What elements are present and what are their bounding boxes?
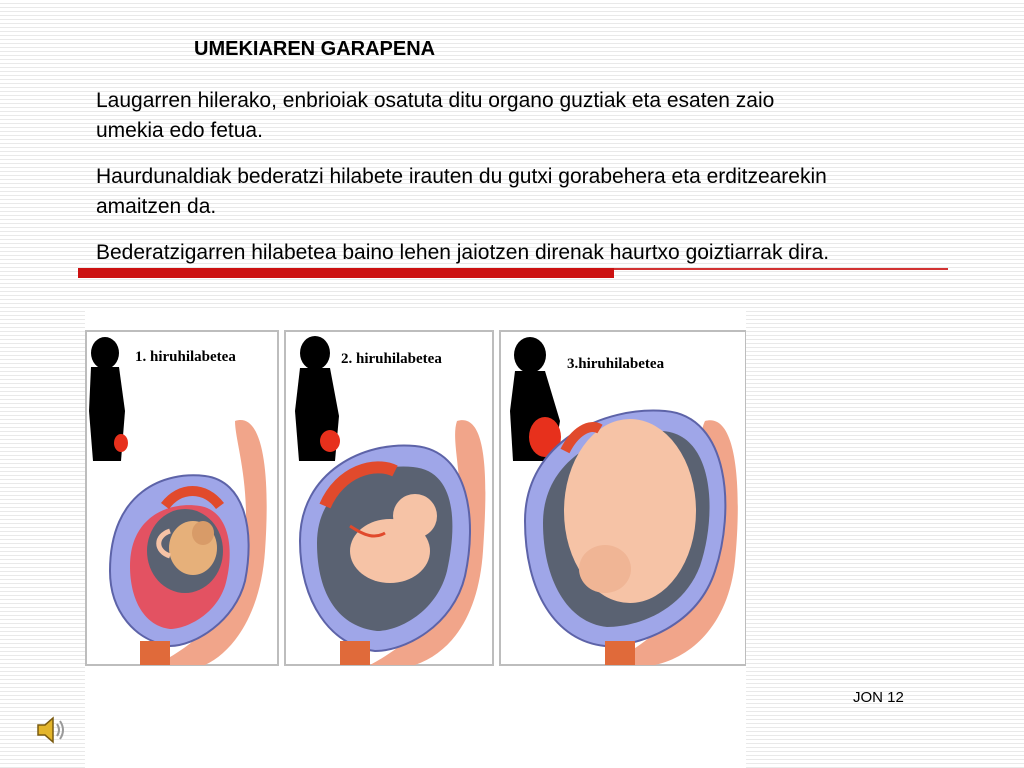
slide-title: UMEKIAREN GARAPENA	[194, 38, 436, 60]
panel-1-label: 1. hiruhilabetea	[135, 349, 236, 365]
footer-label: JON 12	[853, 689, 904, 706]
paragraph-2: Haurdunaldiak bederatzi hilabete irauten du gutxi gorabehera eta erditzearekin amaitzen da.	[96, 165, 827, 218]
paragraph-1: Laugarren hilerako, enbrioiak osatuta ditu organo guztiak eta esaten zaio umekia edo fetua.	[96, 89, 775, 142]
red-divider-thin	[614, 268, 948, 270]
trimester-panel-2	[285, 331, 493, 665]
panel-2-label: 2. hiruhilabetea	[341, 351, 442, 367]
paragraph-3: Bederatzigarren hilabetea baino lehen jaiotzen direnak haurtxo goiztiarrak dira.	[96, 241, 830, 264]
trimester-panel-1	[86, 331, 278, 665]
red-divider-thick	[78, 268, 614, 278]
speaker-icon[interactable]	[34, 712, 70, 753]
panel-3-label: 3.hiruhilabetea	[567, 356, 665, 372]
pregnancy-trimesters-figure	[85, 311, 746, 768]
trimester-panel-3	[500, 331, 746, 665]
